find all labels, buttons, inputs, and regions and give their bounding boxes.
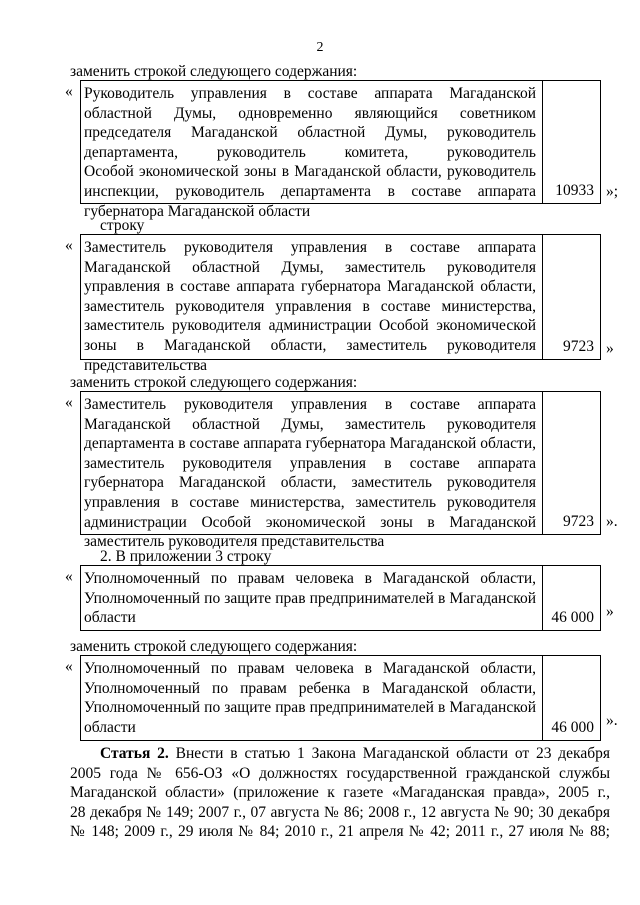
row-value: 9723	[563, 338, 594, 355]
table-row	[80, 391, 601, 551]
table-row	[80, 655, 601, 741]
row-description: Заместитель руководителя управления в составе аппарата Магаданской областной Думы, заместитель руководителя управления в составе аппарата губернатора Магаданской области, заместитель руководителя управления в составе министерства, заместитель руководителя администрации Особой экономической зоны в Магаданской области, заместитель руководителя представительства	[84, 239, 536, 374]
block-intro: заменить строкой следующего содержания:	[70, 63, 358, 80]
close-quote: »	[606, 340, 614, 357]
close-quote: ».	[606, 513, 618, 530]
open-quote: «	[65, 568, 73, 585]
block-intro: заменить строкой следующего содержания:	[70, 638, 358, 655]
article-heading: Статья 2.	[100, 745, 169, 762]
open-quote: «	[65, 237, 73, 254]
open-quote: «	[65, 658, 73, 675]
page-number: 2	[316, 40, 324, 55]
table-row	[80, 80, 601, 220]
row-description: Заместитель руководителя управления в составе аппарата Магаданской областной Думы, заместитель руководителя департамента в составе аппарата губернатора Магаданской области, заместитель руководителя управления в составе аппарата губернатора Магаданской области, заместитель руководителя управления в составе министерства, заместитель руководителя администрации Особой экономической зоны в Магаданской заместитель руководителя представительства	[84, 396, 536, 551]
article-paragraph: Статья 2. Внести в статью 1 Закона Магаданской области от 23 декабря 2005 года № 656-ОЗ «О должностях государственной гражданской службы Магаданской области» (приложение к газете «Магаданская правда», 2005 г., 28 декабря № 149; 2007 г., 07 августа № 86; 2008 г., 12 августа № 90; 30 декабря № 148; 2009 г., 29 июля № 84; 2010 г., 21 апреля № 42; 2011 г., 27 июля № 88;	[70, 745, 610, 840]
block-intro: заменить строкой следующего содержания:	[70, 374, 358, 391]
open-quote: «	[65, 83, 73, 100]
row-value: 9723	[563, 513, 594, 530]
row-value: 10933	[555, 182, 594, 199]
close-quote: »;	[606, 183, 619, 200]
row-description: Руководитель управления в составе аппарата Магаданской областной Думы, одновременно являющийся советником председателя Магаданской областной Думы, руководитель департамента, руководитель комитета, руководитель Особой экономической зоны в Магаданской области, руководитель инспекции, руководитель департамента в составе аппарата губернатора Магаданской области	[84, 85, 536, 220]
close-quote: ».	[606, 712, 618, 729]
row-description: Уполномоченный по правам человека в Магаданской области, Уполномоченный по правам ребенка в Магаданской области, Уполномоченный по защите прав предпринимателей в Магаданской области	[84, 660, 536, 736]
open-quote: «	[65, 394, 73, 411]
block-intro: строку	[100, 217, 145, 234]
close-quote: »	[606, 603, 614, 620]
block-intro: 2. В приложении 3 строку	[100, 548, 272, 565]
row-value: 46 000	[551, 719, 594, 736]
row-description: Уполномоченный по правам человека в Магаданской области, Уполномоченный по защите прав предпринимателей в Магаданской области	[84, 570, 536, 627]
row-value: 46 000	[551, 609, 594, 626]
table-row	[80, 565, 601, 631]
table-row	[80, 234, 601, 374]
